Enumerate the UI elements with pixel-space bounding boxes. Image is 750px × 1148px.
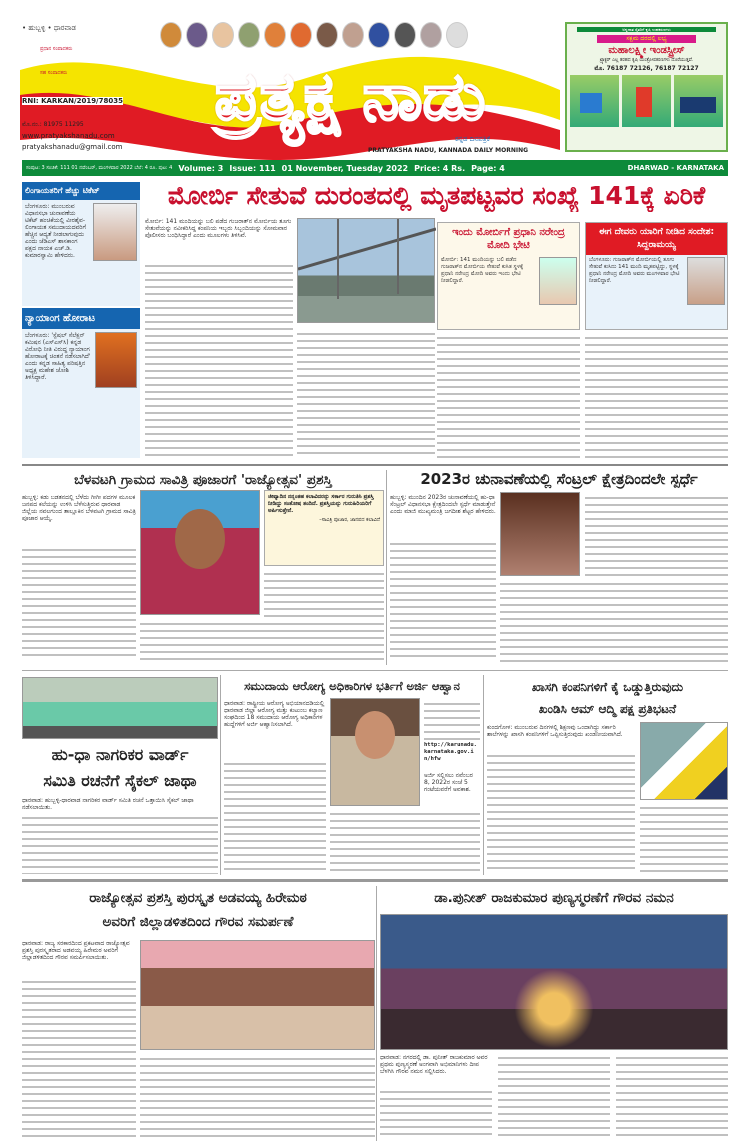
issue-bar: [22, 160, 728, 176]
website-link[interactable]: www.pratyakshanadu.com: [22, 132, 115, 140]
portrait-row: [160, 22, 560, 52]
divider: [22, 879, 728, 882]
adavayya-felicitation-photo: [140, 940, 375, 1050]
ad-badge: ಸಕ್ಷಮ ದರದಲ್ಲಿ ಲಭ್ಯ: [597, 35, 696, 43]
siddaramaiah-headline[interactable]: ಈಗ ದೇವರು ಯಾರಿಗೆ ನೀಡಿದ ಸಂದೇಶ: ಸಿದ್ದರಾಮಯ್ಯ: [586, 223, 727, 255]
sidebar-title: ಲಿಂಗಾಯತರಿಗೆ ಹೆಚ್ಚು ಟಿಕೆಟ್: [22, 182, 140, 200]
adavayya-lead: ಧಾರವಾಡ: ರಾಜ್ಯ ಸರಕಾರದಿಂದ ಪ್ರಕಟವಾದ ರಾಜ್ಯೋತ್ಸವ ಪ್ರಶಸ್ತಿ ಪುರಸ್ಕೃತರಾದ ಅಡವಯ್ಯ ಹಿರೇಮಠ ಅವರಿಗೆ ಜಿಲ್ಲಾಡಳಿತದಿಂದ ಗೌರವ ಸಮರ್ಪಿಸಲಾಯಿತು.: [22, 940, 130, 961]
portrait-image: [316, 22, 338, 48]
health-body: [224, 760, 326, 874]
lead-story-lead: ಮೋರ್ಬಿ: 141 ಮಂದಿಯನ್ನು ಬಲಿ ಪಡೆದ ಗುಜರಾತ್‌ನ ಮೋರ್ಬಿಯ ತೂಗು ಸೇತುವೆಯನ್ನು ನವೀಕರಿಸಿದ್ದ ಕಂಪನಿಯ ಇಬ್ಬರು ಸಿಬ್ಬಂದಿಯನ್ನು ಸೋಮವಾರ ಪೊಲೀಸರು ಬಂಧಿಸಿದ್ದಾರೆ ಎಂದು ಮೂಲಗಳು ತಿಳಿಸಿವೆ.: [145, 218, 292, 239]
modi-headline[interactable]: ಇಂದು ಮೋರ್ಬಿಗೆ ಪ್ರಧಾನಿ ನರೇಂದ್ರ ಮೋದಿ ಭೇಟಿ: [452, 227, 565, 251]
puneeth-tribute-photo: [380, 914, 728, 1050]
portrait-image: [290, 22, 312, 48]
aap-headline-1[interactable]: ಖಾಸಗಿ ಕಂಪನಿಗಳಿಗೆ ಕೈ ಒಡ್ಡುತ್ತಿರುವುದು: [531, 680, 684, 694]
lead-story-body-3: [437, 334, 580, 458]
savitri-body: [22, 546, 136, 660]
siddaramaiah-box: [585, 222, 728, 330]
puneeth-lead: ಧಾರವಾಡ: ನಗರದಲ್ಲಿ ಡಾ. ಪುನೀತ್ ರಾಜಕುಮಾರ ಅವರ ಪ್ರಥಮ ಪುಣ್ಯಸ್ಮರಣೆ ಅಂಗವಾಗಿ ಅಭಿಮಾನಿಗಳು ದೀಪ ಬೆಳಗಿಸಿ ಗೌರವ ನಮನ ಸಲ್ಲಿಸಿದರು.: [380, 1054, 488, 1075]
tagline-kannada: ಕನ್ನಡ ದಿನಪತ್ರಿಕೆ: [455, 135, 491, 143]
ad-trailer-image: [674, 75, 723, 127]
aap-headline-2[interactable]: ಖಂಡಿಸಿ ಆಮ್ ಆದ್ಮಿ ಪಕ್ಷ ಪ್ರತಿಭಟನೆ: [538, 702, 677, 716]
ad-top: ಅನ್ನದಾತ ರೈತರಿಗೆ ಕೃಷಿ ಉಪಕರಣಗಳು: [577, 27, 716, 32]
logo: ಪ್ರತ್ಯಕ್ಷ ನಾಡು: [214, 58, 486, 135]
puneeth-headline[interactable]: ಡಾ.ಪುನೀತ್ ರಾಜಕುಮಾರ ಪುಣ್ಯಸ್ಮರಣೆಗೆ ಗೌರವ ನಮನ: [434, 890, 674, 906]
aap-protest-photo: [640, 722, 728, 800]
price: Price: 4 Rs.: [414, 163, 466, 173]
puneeth-body-2: [498, 1054, 610, 1138]
savitri-lead: ಹುಬ್ಬಳ್ಳಿ: ಕಡು ಬಡತನದಲ್ಲಿ ಬೆಳೆದು ಗೀಗೀ ಪದಗಳ ಮೂಲಕ ಜನಪದ ಕಲೆಯನ್ನು ಉಳಿಸಿ ಬೆಳೆಸುತ್ತಿರುವ ಧಾರವಾಡ ಜಿಲ್ಲೆಯ ನವಲಗುಂದ ತಾಲ್ಲೂಕಿನ ಬೆಳವಟಗಿ ಗ್ರಾಮದ ಸಾವಿತ್ರಿ ಪೂಜಾರ ಆಯ್ಕೆ.: [22, 494, 136, 522]
column-rule: [376, 886, 377, 1141]
savitri-quote: ಜೀವ್ಯಾದಿನ ನನ್ನಂತಹ ಕಲಾವಿದರನ್ನು ಸರ್ಕಾರ ಗುರುತಿಸಿ ಪ್ರಶಸ್ತಿ ನೀಡಿದ್ದು ಸಂತೋಷ ತಂದಿದೆ. ಪ್ರಶಸ್ತಿಯನ್ನು ಗುರುಹಿರಿಯರಿಗೆ ಅರ್ಪಿಸುತ್ತೇನೆ.: [268, 494, 374, 514]
aap-body-2: [640, 804, 728, 874]
cities: • ಹುಬ್ಬಳ್ಳಿ • ಧಾರವಾಡ: [22, 24, 76, 32]
morbi-bridge-photo: [297, 218, 435, 323]
aap-body: [487, 752, 635, 874]
savitri-body-2: [140, 620, 384, 662]
portrait-image: [160, 22, 182, 48]
savitri-photo: [140, 490, 260, 615]
portrait-image: [394, 22, 416, 48]
cycle-lead: ಧಾರವಾಡ: ಹುಬ್ಬಳ್ಳಿ-ಧಾರವಾಡ ನಾಗರಿಕರ ವಾರ್ಡ್ ಸಮಿತಿ ರಚನೆ ಒತ್ತಾಯಿಸಿ ಸೈಕಲ್ ಜಾಥಾ ನಡೆಸಲಾಯಿತು.: [22, 797, 194, 811]
puneeth-body-3: [616, 1054, 728, 1138]
cycle-headline-1[interactable]: ಹು-ಧಾ ನಾಗರಿಕರ ವಾರ್ಡ್: [51, 745, 189, 764]
lead-story-body-2: [297, 330, 435, 458]
ad-box: [565, 22, 728, 152]
health-url-link[interactable]: http://karunadu.karnataka.gov.in/hfw: [424, 742, 477, 762]
email-link[interactable]: pratyakshanadu@gmail.com: [22, 143, 123, 151]
sidebar-story: [22, 308, 140, 458]
portrait-image: [420, 22, 442, 48]
health-lead: ಧಾರವಾಡ: ರಾಷ್ಟ್ರೀಯ ಆರೋಗ್ಯ ಅಭಿಯಾನದಡಿಯಲ್ಲಿ ಧಾರವಾಡ ಜಿಲ್ಲಾ ಆರೋಗ್ಯ ಮತ್ತು ಕುಟುಂಬ ಕಲ್ಯಾಣ ಸಂಘದಿಂದ 18 ಸಮುದಾಯ ಆರೋಗ್ಯ ಅಧಿಕಾರಿಗಳ ಹುದ್ದೆಗಳಿಗೆ ಅರ್ಜಿ ಆಹ್ವಾನಿಸಲಾಗಿದೆ.: [224, 700, 325, 728]
page: Page: 4: [471, 163, 505, 173]
portrait-image: [186, 22, 208, 48]
editor2-label: ಸಹ ಸಂಪಾದಕರು: [40, 70, 68, 76]
column-rule: [220, 675, 221, 875]
portrait-image: [446, 22, 468, 48]
phone: ಮೊ.ನಂ.: 81975 11295: [22, 121, 84, 128]
mahesh-joshi-photo: [95, 332, 137, 388]
central-body: [390, 540, 496, 662]
health-officer-photo: [330, 698, 420, 806]
modi-lead: ಮೋರ್ಬಿ: 141 ಮಂದಿಯನ್ನು ಬಲಿ ಪಡೆದ ಗುಜರಾತ್‌ನ ಮೋರ್ಬಿಯ ಸೇತುವೆ ಕುಸಿತ ಸ್ಥಳಕ್ಕೆ ಪ್ರಧಾನಿ ನರೇಂದ್ರ ಮೋದಿ ಅವರು ಇಂದು ಭೇಟಿ ನೀಡಲಿದ್ದಾರೆ.: [441, 257, 524, 284]
puneeth-body: [380, 1088, 492, 1138]
cycle-body: [22, 814, 218, 874]
adavayya-body: [22, 978, 136, 1138]
divider: [22, 670, 728, 671]
sidebar-story: [22, 182, 140, 306]
place: DHARWAD - KARNATAKA: [627, 164, 724, 172]
portrait-image: [212, 22, 234, 48]
siddaramaiah-lead: ಬೆಂಗಳೂರು: ಗುಜರಾತ್‌ನ ಮೋರ್ಬಿಯಲ್ಲಿ ತೂಗು ಸೇತುವೆ ಕುಸಿದು 141 ಮಂದಿ ಮೃತಪಟ್ಟಿದ್ದು, ಸ್ಥಳಕ್ಕೆ ಪ್ರಧಾನಿ ನರೇಂದ್ರ ಮೋದಿ ಅವರು ಮಂಗಳವಾರ ಭೇಟಿ ನೀಡಲಿದ್ದಾರೆ.: [589, 257, 680, 284]
shettar-photo: [500, 492, 580, 576]
aap-lead: ಕುಂದಗೋಳ: ಮುಂಬರುವ ದಿನಗಳಲ್ಲಿ ಶಿಕ್ಷಣವು ಒಂದಾಗಿದ್ದು ಸರ್ಕಾರಿ ಶಾಲೆಗಳನ್ನು ಖಾಸಗಿ ಕಂಪನಿಗಳಿಗೆ ಒಪ್ಪಿಸುತ್ತಿರುವುದು ಖಂಡನೀಯವಾಗಿದೆ.: [487, 724, 623, 738]
modi-box: [437, 222, 580, 330]
siddaramaiah-photo: [687, 257, 725, 305]
sidebar-title: ನ್ಯಾಯಾಂಗ ಹೋರಾಟ: [22, 308, 140, 329]
cycle-rally-photo: [22, 677, 218, 739]
editor-label: ಪ್ರಧಾನ ಸಂಪಾದಕರು: [40, 46, 73, 52]
lead-headline[interactable]: ಮೋರ್ಬಿ ಸೇತುವೆ ದುರಂತದಲ್ಲಿ ಮೃತಪಟ್ಟವರ ಸಂಖ್ಯೆ 141ಕ್ಕೆ ಏರಿಕೆ: [167, 181, 706, 210]
sidebar-lead: ಬೆಂಗಳೂರು: ಮುಂಬರುವ ವಿಧಾನಸಭಾ ಚುನಾವಣೆಯ ಟಿಕೆಟ್ ಹಂಚಿಕೆಯಲ್ಲಿ ವೀರಶೈವ- ಲಿಂಗಾಯತ ಸಮುದಾಯದವರಿಗೆ ಹೆಚ್ಚಿನ ಆದ್ಯತೆ ನೀಡಲಾಗುವುದು ಎಂದು ಜೆಡಿಎಸ್ ಶಾಸಕಾಂಗ ಪಕ್ಷದ ನಾಯಕ ಎಚ್.ಡಿ. ಕುಮಾರಸ್ವಾಮಿ ಹೇಳಿದರು.: [25, 203, 86, 259]
kumaraswamy-photo: [93, 203, 137, 261]
central-body-3: [585, 494, 728, 578]
savitri-quote-box: [264, 490, 384, 566]
lead-story-body-4: [585, 334, 728, 458]
savitri-body-3: [264, 570, 384, 618]
volume: Volume: 3: [178, 163, 224, 173]
savitri-quote-by: –ಸಾವಿತ್ರಿ ಪೂಜಾರ, ಜಾನಪದ ಕಲಾವಿದೆ: [319, 517, 380, 523]
health-deadline: ಅರ್ಜಿ ಸಲ್ಲಿಸಲು ನವೆಂಬರ 8, 2022ರ ಸಂಜೆ 5 ಗಂಟೆಯವರೆಗೆ ಅವಕಾಶ.: [424, 772, 473, 793]
health-body-2: [330, 810, 480, 874]
tagline-english: PRATYAKSHA NADU, KANNADA DAILY MORNING: [368, 147, 529, 154]
lead-story-body: [145, 262, 293, 458]
adavayya-headline-1[interactable]: ರಾಜ್ಯೋತ್ಸವ ಪ್ರಶಸ್ತಿ ಪುರಸ್ಕೃತ ಅಡವಯ್ಯ ಹಿರೇಮಠ: [89, 890, 307, 906]
issue-kannada: ಸಂಪುಟ: 3 ಸಂಚಿಕೆ: 111 01 ನವೆಂಬರ್, ಮಂಗಳವಾರ 2022 ಬೆಲೆ: 4 ರೂ. ಪುಟ: 4: [26, 165, 173, 171]
cycle-headline-2[interactable]: ಸಮಿತಿ ರಚನೆಗೆ ಸೈಕಲ್ ಜಾಥಾ: [43, 771, 197, 790]
modi-photo: [539, 257, 577, 305]
health-headline[interactable]: ಸಮುದಾಯ ಆರೋಗ್ಯ ಅಧಿಕಾರಿಗಳ ಭರ್ತಿಗೆ ಅರ್ಜಿ ಆಹ್ವಾನ: [244, 679, 460, 693]
column-rule: [483, 675, 484, 875]
ad-rotavator-image: [622, 75, 671, 127]
central-headline[interactable]: 2023ರ ಚುನಾವಣೆಯಲ್ಲಿ ಸೆಂಟ್ರಲ್ ಕ್ಷೇತ್ರದಿಂದಲೇ ಸ್ಪರ್ಧೆ: [420, 470, 698, 488]
ad-plough-image: [570, 75, 619, 127]
adavayya-headline-2[interactable]: ಅವರಿಗೆ ಜಿಲ್ಲಾಡಳಿತದಿಂದ ಗೌರವ ಸಮರ್ಪಣೆ: [102, 914, 294, 930]
portrait-image: [238, 22, 260, 48]
ad-name: ಮಹಾಲಕ್ಷ್ಮೀ ಇಂಡಸ್ಟ್ರೀಸ್: [608, 45, 685, 56]
health-body-3: [424, 700, 480, 740]
savitri-headline[interactable]: ಬೆಳವಟಗಿ ಗ್ರಾಮದ ಸಾವಿತ್ರಿ ಪೂಜಾರಗೆ 'ರಾಜ್ಯೋತ್ಸವ' ಪ್ರಶಸ್ತಿ: [74, 472, 332, 488]
issue: Issue: 111: [229, 163, 276, 173]
date: 01 November, Tuesday 2022: [281, 163, 409, 173]
ad-desc: ಟ್ರ್ಯಾಕ್ಟರ್ ಎಲ್ಲ ತರಹದ ಕೃಷಿ ಯಂತ್ರೋಪಕರಣಗಳು ದೊರೆಯುತ್ತವೆ.: [599, 58, 694, 63]
central-body-2: [500, 580, 728, 662]
masthead: [0, 0, 750, 160]
adavayya-body-2: [140, 1055, 375, 1138]
portrait-image: [368, 22, 390, 48]
central-lead: ಹುಬ್ಬಳ್ಳಿ: ಮುಂದಿನ 2023ರ ಚುನಾವಣೆಯಲ್ಲಿ ಹು-ಧಾ ಸೆಂಟ್ರಲ್ ವಿಧಾನಸಭಾ ಕ್ಷೇತ್ರದಿಂದಲೇ ಸ್ಪರ್ಧೆ ಮಾಡುತ್ತೇನೆ ಎಂದು ಮಾಜಿ ಮುಖ್ಯಮಂತ್ರಿ ಜಗದೀಶ ಶೆಟ್ಟರ ಹೇಳಿದರು.: [390, 494, 496, 515]
divider: [22, 464, 728, 466]
sidebar-lead: ಬೆಂಗಳೂರು: 'ಸ್ಪೆಷಲ್ ಸೆಲೆಕ್ಷನ್ ಕಮಿಷನ (ಎಸ್‌ಎಸ್‌ಸಿ) ಕನ್ನಡ ವಿರೋಧಿ ನೀತಿ ವಿರುದ್ಧ ನ್ಯಾಯಾಂಗ ಹೋರಾಟಕ್ಕೆ ಚಿಂತನೆ ನಡೆಸಲಾಗಿದೆ' ಎಂದು ಕನ್ನಡ ಸಾಹಿತ್ಯ ಪರಿಷತ್ತಿನ ಅಧ್ಯಕ್ಷ ಮಹೇಶ ಜೋಶಿ ತಿಳಿಸಿದ್ದಾರೆ.: [25, 332, 91, 381]
ad-phone: ಮೊ. 76187 72126, 76187 72127: [594, 65, 699, 72]
column-rule: [386, 470, 387, 665]
portrait-image: [264, 22, 286, 48]
rni-number: RNI: KARKAN/2019/78035: [22, 97, 123, 105]
portrait-image: [342, 22, 364, 48]
